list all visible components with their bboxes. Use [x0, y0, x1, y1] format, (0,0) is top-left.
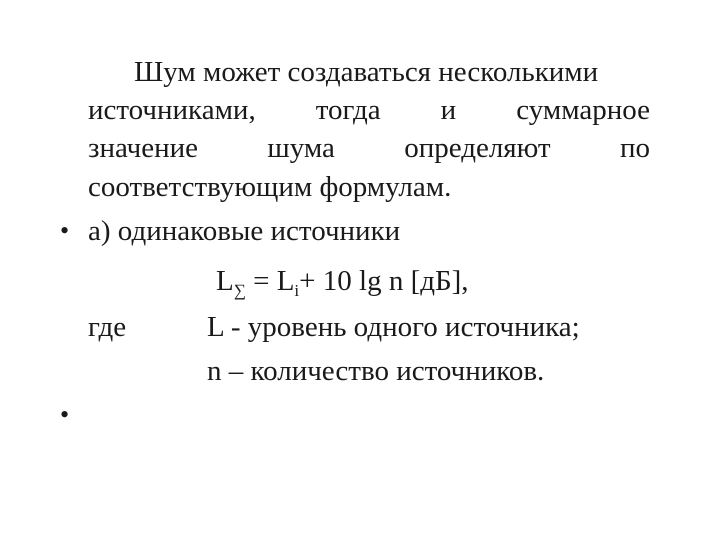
word: определяют [404, 132, 551, 164]
formula-lhs: L [216, 265, 234, 297]
paragraph-line-3 [88, 131, 650, 165]
word: по [619, 132, 650, 164]
word: тогда [315, 94, 381, 126]
where-label: где [88, 311, 127, 343]
definition-1: L - уровень одного источника; [207, 311, 580, 343]
empty-bullet-marker: • [60, 400, 70, 429]
word: источниками, [88, 94, 256, 126]
formula-eq: = L [245, 265, 295, 297]
word: шума [267, 132, 335, 164]
word: и [440, 94, 457, 126]
definition-2: n – количество источников. [207, 355, 545, 387]
bullet-item-1: а) одинаковые источники [88, 215, 401, 247]
paragraph-line-2 [88, 93, 650, 127]
word: суммарное [516, 94, 650, 126]
word: значение [88, 132, 199, 164]
formula-lhs-subscript: ∑ [233, 281, 246, 300]
paragraph-line-4: соответствующим формулам. [88, 171, 452, 203]
formula-rhs-subscript: i [294, 281, 300, 300]
paragraph-line-1: Шум может создаваться несколькими [134, 56, 599, 88]
formula [216, 264, 469, 298]
bullet-marker: • [60, 216, 70, 245]
formula-rest: + 10 lg n [дБ], [299, 265, 469, 297]
